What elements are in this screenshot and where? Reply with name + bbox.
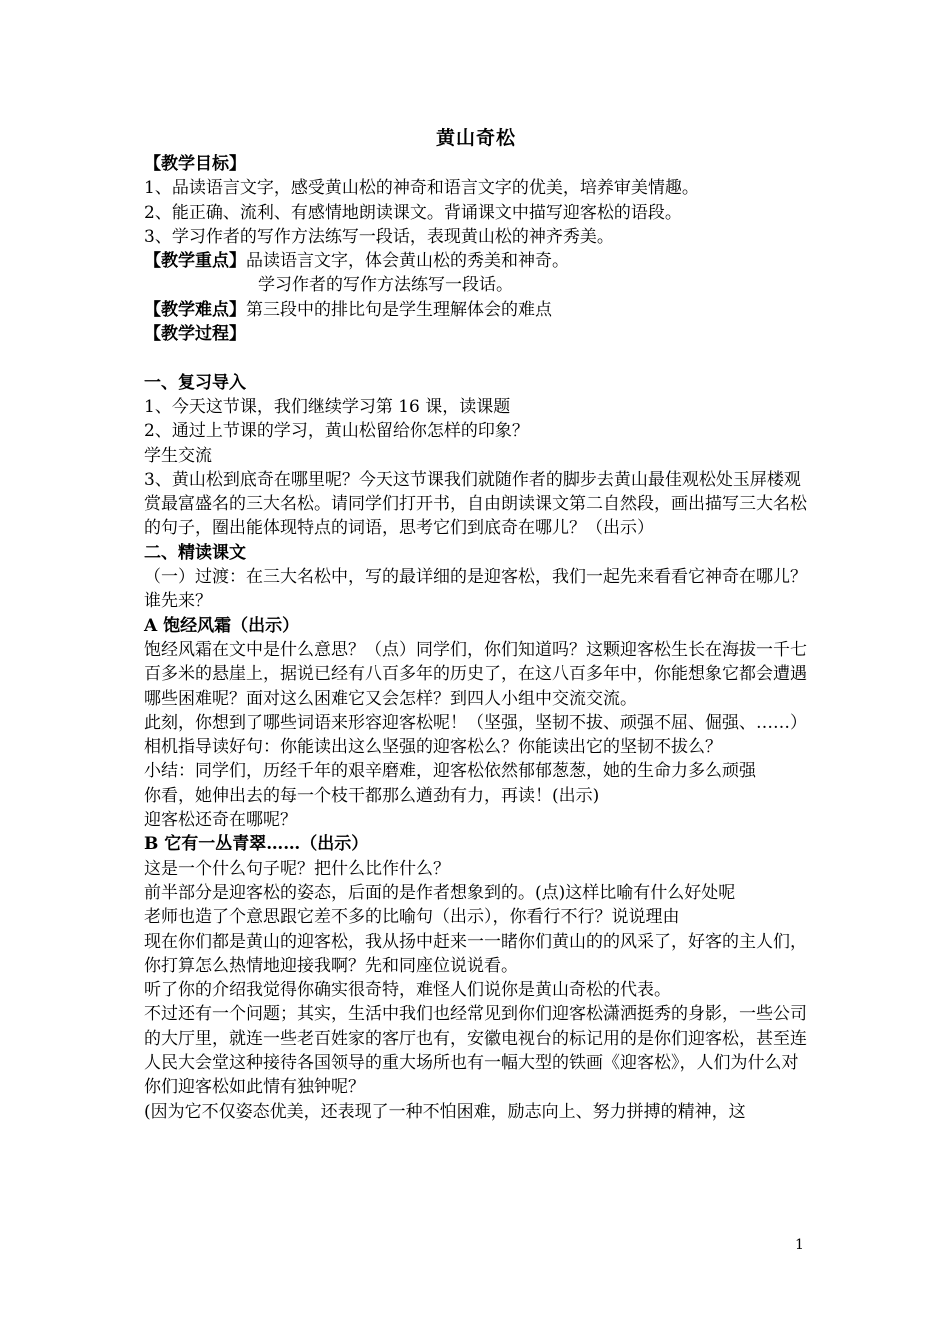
subsection-a-line: 迎客松还奇在哪呢？ (144, 810, 297, 831)
subsection-a-heading: A 饱经风霜（出示） (144, 615, 300, 636)
difficulty-heading: 【教学难点】 (144, 299, 246, 320)
section1-line: 3、黄山松到底奇在哪里呢？今天这节课我们就随作者的脚步去黄山最佳观松处玉屏楼观赏最富盛名的三大名松。请同学们打开书，自由朗读课文第二自然段，画出描写三大名松的句子，圈出能体现特点的词语，思考它们到底奇在哪儿？（出示） (144, 469, 807, 539)
document-body (144, 124, 808, 1124)
section2-heading: 二、精读课文 (144, 542, 246, 563)
key-points-heading: 【教学重点】 (144, 251, 246, 272)
subsection-a-line: 相机指导读好句：你能读出这么坚强的迎客松么？你能读出它的坚韧不拔么？ (144, 737, 722, 758)
subsection-a-line: 小结：同学们，历经千年的艰辛磨难，迎客松依然郁郁葱葱，她的生命力多么顽强 (144, 761, 756, 782)
section1-line: 2、通过上节课的学习，黄山松留给你怎样的印象？ (144, 421, 529, 442)
subsection-b-line: 前半部分是迎客松的姿态，后面的是作者想象到的。(点)这样比喻有什么好处呢 (144, 882, 736, 903)
subsection-a-line: 饱经风霜在文中是什么意思？（点）同学们，你们知道吗？这颗迎客松生长在海拔一千七百多米的悬崖上，据说已经有八百多年的历史了，在这八百多年中，你能想象它都会遭遇哪些困难呢？面对这么困难它又会怎样？到四人小组中交流交流。 (144, 639, 807, 709)
document-title: 黄山奇松 (435, 127, 516, 149)
subsection-b-line: 不过还有一个问题；其实，生活中我们也经常见到你们迎客松潇洒挺秀的身影，一些公司的大厅里，就连一些老百姓家的客厅也有，安徽电视台的标记用的是你们迎客松，甚至连人民大会堂这种接待各国领导的重大场所也有一幅大型的铁画《迎客松》，人们为什么对你们迎客松如此情有独钟呢？ (144, 1004, 807, 1098)
subsection-b-line: 现在你们都是黄山的迎客松，我从扬中赶来一一睹你们黄山的的风采了，好客的主人们，你打算怎么热情地迎接我啊？先和同座位说说看。 (144, 931, 807, 976)
page-number: 1 (795, 1237, 804, 1253)
difficulty-row (144, 298, 808, 322)
objective-item: 3、学习作者的写作方法练写一段话，表现黄山松的神齐秀美。 (144, 226, 614, 247)
difficulty-text: 第三段中的排比句是学生理解体会的难点 (246, 299, 552, 320)
process-heading: 【教学过程】 (144, 324, 246, 345)
subsection-b-line: 老师也造了个意思跟它差不多的比喻句（出示），你看行不行？说说理由 (144, 907, 680, 928)
key-points-row (144, 249, 808, 273)
blank-line (144, 346, 808, 370)
section1-line: 1、今天这节课，我们继续学习第 16 课，读课题 (144, 396, 511, 417)
subsection-b-line: 这是一个什么句子呢？把什么比作什么？ (144, 858, 450, 879)
objective-item: 2、能正确、流利、有感情地朗读课文。背诵课文中描写迎客松的语段。 (144, 202, 682, 223)
section1-line: 学生交流 (144, 445, 212, 466)
key-points-line2: 学习作者的写作方法练写一段话。 (258, 275, 513, 296)
section1-heading: 一、复习导入 (144, 372, 246, 393)
subsection-b-line: (因为它不仅姿态优美，还表现了一种不怕困难，励志向上、努力拼搏的精神，这 (144, 1101, 746, 1122)
subsection-a-line: 此刻，你想到了哪些词语来形容迎客松呢！（坚强，坚韧不拔、顽强不屈、倔强、……） (144, 712, 807, 733)
section2-intro: （一）过渡：在三大名松中，写的最详细的是迎客松，我们一起先来看看它神奇在哪儿？谁先来？ (144, 567, 807, 612)
subsection-b-heading: B 它有一丛青翠……（出示） (144, 834, 369, 855)
subsection-a-line: 你看，她伸出去的每一个枝干都那么遒劲有力，再读！(出示) (144, 785, 600, 806)
key-points-text: 品读语言文字，体会黄山松的秀美和神奇。 (246, 251, 569, 272)
objective-item: 1、品读语言文字，感受黄山松的神奇和语言文字的优美，培养审美情趣。 (144, 178, 699, 199)
objectives-heading: 【教学目标】 (144, 154, 246, 174)
subsection-b-line: 听了你的介绍我觉得你确实很奇特，难怪人们说你是黄山奇松的代表。 (144, 980, 671, 1001)
